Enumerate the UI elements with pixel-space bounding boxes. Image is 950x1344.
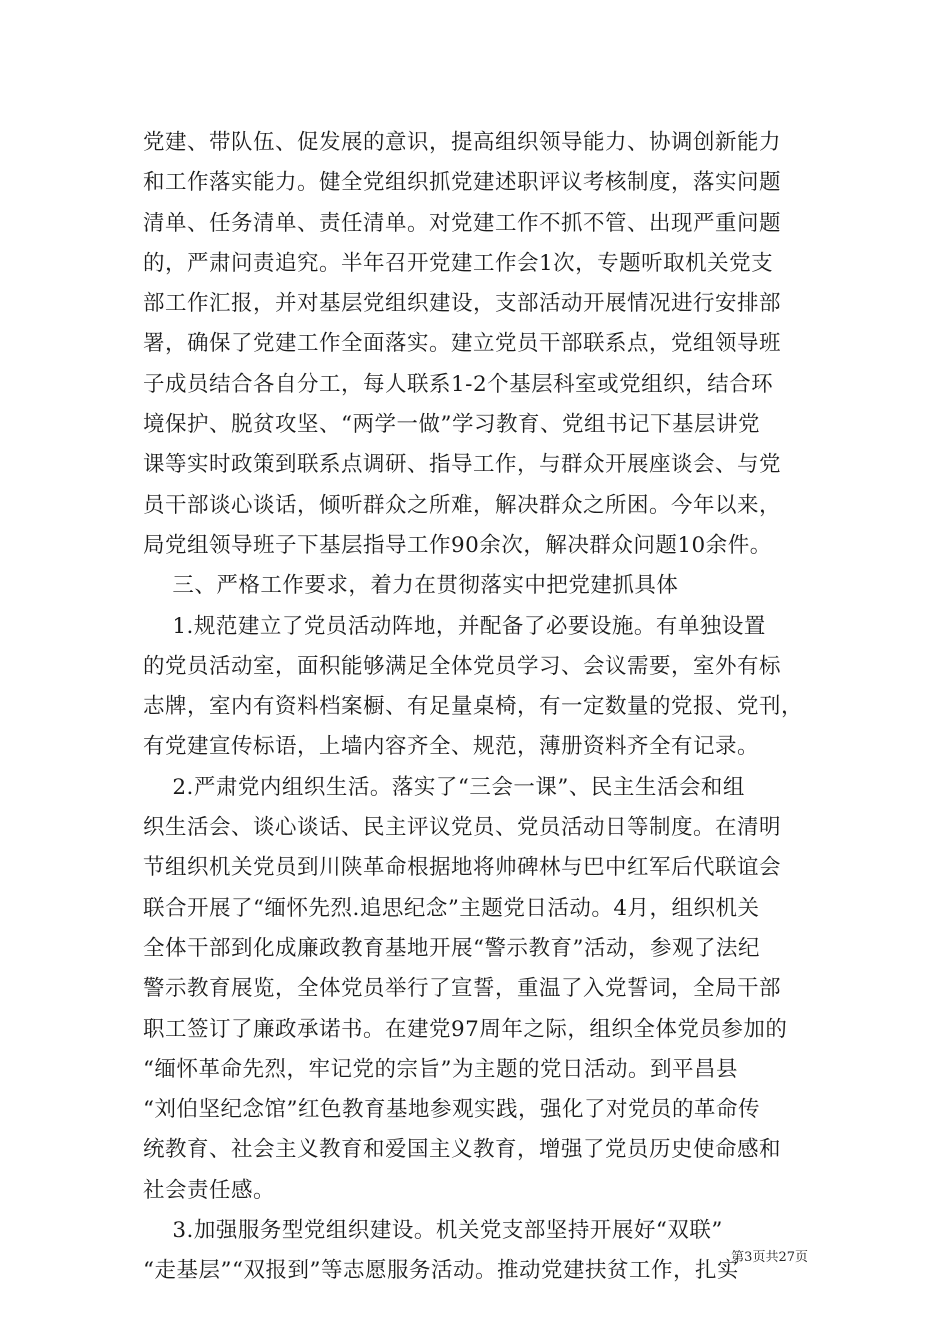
section-heading: 三、严格工作要求，着力在贯彻落实中把党建抓具体 — [143, 573, 679, 599]
text-line: “刘伯坚纪念馆”红色教育基地参观实践，强化了对党员的革命传 — [143, 1097, 760, 1123]
text-line: 节组织机关党员到川陕革命根据地将帅碑林与巴中红军后代联谊会 — [143, 855, 782, 881]
text-line: 1.规范建立了党员活动阵地，并配备了必要设施。有单独设置 — [143, 613, 766, 639]
text-line: 社会责任感。 — [143, 1177, 276, 1203]
text-line: 党建、带队伍、促发展的意识，提高组织领导能力、协调创新能力 — [143, 130, 782, 155]
text-line: 联合开展了“缅怀先烈.追思纪念”主题党日活动。4月，组织机关 — [143, 895, 760, 921]
text-line: 统教育、社会主义教育和爱国主义教育，增强了党员历史使命感和 — [143, 1137, 782, 1163]
text-line: 全体干部到化成廉政教育基地开展“警示教育”活动，参观了法纪 — [143, 935, 760, 961]
text-line: 和工作落实能力。健全党组织抓党建述职评议考核制度，落实问题 — [143, 170, 782, 196]
text-line: 2.严肃党内组织生活。落实了“三会一课”、民主生活会和组 — [143, 774, 745, 800]
text-line: 警示教育展览，全体党员举行了宣誓，重温了入党誓词，全局干部 — [143, 976, 782, 1002]
text-line: 3.加强服务型党组织建设。机关党支部坚持开展好“双联” — [143, 1218, 723, 1244]
text-line: 职工签订了廉政承诺书。在建党97周年之际，组织全体党员参加的 — [143, 1016, 788, 1042]
text-line: 部工作汇报，并对基层党组织建设，支部活动开展情况进行安排部 — [143, 291, 782, 317]
text-line: 境保护、脱贫攻坚、“两学一做”学习教育、党组书记下基层讲党 — [143, 412, 760, 438]
body-text — [143, 123, 809, 1292]
text-line: 有党建宣传标语，上墙内容齐全、规范，薄册资料齐全有记录。 — [143, 734, 760, 760]
text-line: 清单、任务清单、责任清单。对党建工作不抓不管、出现严重问题 — [143, 210, 782, 236]
text-line: 员干部谈心谈话，倾听群众之所难，解决群众之所困。今年以来， — [143, 492, 782, 518]
text-line: “缅怀革命先烈，牢记党的宗旨”为主题的党日活动。到平昌县 — [143, 1056, 738, 1082]
text-line: 的党员活动室，面积能够满足全体党员学习、会议需要，室外有标 — [143, 653, 782, 679]
text-line: “走基层”“双报到”等志愿服务活动。推动党建扶贫工作，扎实 — [143, 1258, 739, 1284]
text-line: 织生活会、谈心谈话、民主评议党员、党员活动日等制度。在清明 — [143, 815, 782, 841]
text-line: 的，严肃问责追究。半年召开党建工作会1次，专题听取机关党支 — [143, 250, 774, 276]
text-line: 子成员结合各自分工，每人联系1-2个基层科室或党组织，结合环 — [143, 371, 774, 397]
text-line: 课等实时政策到联系点调研、指导工作，与群众开展座谈会、与党 — [143, 452, 782, 478]
text-line: 署，确保了党建工作全面落实。建立党员干部联系点，党组领导班 — [143, 331, 782, 357]
page-number: 第3页共27页 — [731, 1250, 808, 1265]
text-line: 局党组领导班子下基层指导工作90余次，解决群众问题10余件。 — [143, 532, 772, 558]
text-line: 志牌，室内有资料档案橱、有足量桌椅，有一定数量的党报、党刊， — [143, 694, 804, 720]
